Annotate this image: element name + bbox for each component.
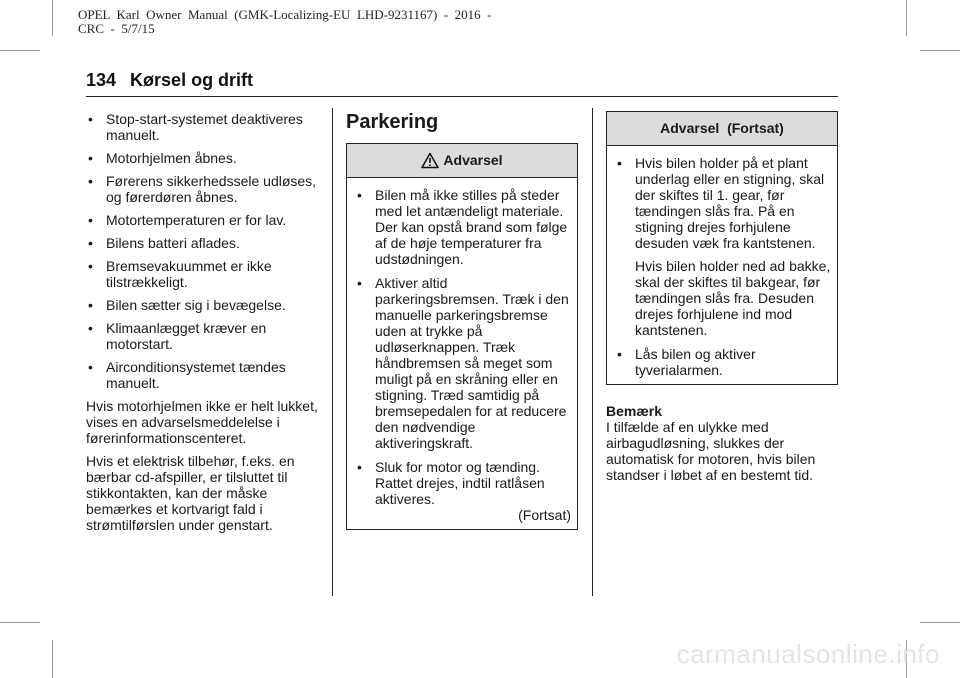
warning-triangle-icon <box>421 152 439 169</box>
crop-mark <box>0 622 40 623</box>
section-title: Parkering <box>346 111 439 133</box>
list-item-subpara: Hvis bilen holder ned ad bakke, skal der skiftes til bakgear, før tændingen slås fra. Desuden drejes forhjulene ind mod kantstenen. <box>635 258 831 338</box>
warning-body <box>347 178 577 529</box>
list-item: • Bilen må ikke stilles på steder med let antændeligt materiale. Der kan opstå brand som følge af de høje temperaturer fra udstødningen. <box>355 187 571 267</box>
condition-list <box>86 111 322 391</box>
running-header <box>78 8 492 36</box>
list-item <box>615 155 831 338</box>
paragraph: Hvis et elektrisk tilbehør, f.eks. en bærbar cd-afspiller, er tilsluttet til stikkontakten, kan der måske bemærkes et kortvarigt fald i strømtilførslen under genstart. <box>86 453 295 533</box>
list-item-text: • Hvis bilen holder på et plant underlag eller en stigning, skal der skiftes til 1. gear, før tændingen slås fra. På en stigning drejes forhjulene desuden væk fra kantstenen. <box>635 155 825 251</box>
running-header-line2: CRC - 5/7/15 <box>78 21 155 36</box>
warning-body <box>607 146 837 384</box>
page-header <box>86 70 838 91</box>
crop-mark <box>920 50 960 51</box>
column-2 <box>346 111 578 530</box>
note-title: Bemærk <box>606 403 663 419</box>
header-rule <box>86 96 838 97</box>
list-item: • Airconditionsystemet tændes manuelt. <box>86 359 322 391</box>
list-item: • Bremsevakuummet er ikke tilstrækkeligt. <box>86 258 322 290</box>
warning-box <box>346 143 578 530</box>
warning-title: Advarsel <box>443 152 503 168</box>
list-item: • Bilens batteri aflades. <box>86 235 322 251</box>
column-divider <box>592 108 593 596</box>
warning-header <box>607 112 837 146</box>
column-1 <box>86 111 322 540</box>
note-text: I tilfælde af en ulykke med airbagudløsning, slukkes der automatisk for motoren, hvis bilen standser i løbet af en bestemt tid. <box>606 419 816 483</box>
list-item: • Klimaanlægget kræver en motorstart. <box>86 320 322 352</box>
watermark: carmanualsonline.info <box>676 639 940 669</box>
list-item: • Motorhjelmen åbnes. <box>86 150 322 166</box>
warning-title: Advarsel (Fortsat) <box>660 120 784 136</box>
list-item: • Bilen sætter sig i bevægelse. <box>86 297 322 313</box>
list-item: • Sluk for motor og tænding. Rattet drejes, indtil ratlåsen aktiveres. <box>355 459 571 507</box>
crop-mark <box>52 0 53 36</box>
warning-box-continued <box>606 111 838 385</box>
running-header-line1: OPEL Karl Owner Manual (GMK-Localizing-EU LHD-9231167) - 2016 - <box>78 7 492 22</box>
crop-mark <box>906 0 907 36</box>
page-title: Kørsel og drift <box>130 70 254 90</box>
list-item: • Førerens sikkerhedssele udløses, og førerdøren åbnes. <box>86 173 322 205</box>
warning-header <box>347 144 577 178</box>
list-item: • Lås bilen og aktiver tyverialarmen. <box>615 346 831 378</box>
list-item: • Motortemperaturen er for lav. <box>86 212 322 228</box>
crop-mark <box>0 50 40 51</box>
crop-mark <box>920 622 960 623</box>
list-item: • Aktiver altid parkeringsbremsen. Træk i den manuelle parkeringsbremse uden at trykke på udløserknappen. Træk håndbremsen så meget som muligt på en skråning eller en stigning. Træd samtidig på bremsepedalen for at reducere den nødvendige aktiveringskraft. <box>355 275 571 451</box>
page-number: 134 <box>86 70 117 90</box>
column-3 <box>606 111 838 483</box>
list-item: • Stop-start-systemet deaktiveres manuelt. <box>86 111 322 143</box>
continued-label: (Fortsat) <box>518 507 571 523</box>
crop-mark <box>52 640 53 678</box>
paragraph: Hvis motorhjelmen ikke er helt lukket, vises en advarselsmeddelelse i førerinformationscenteret. <box>86 398 318 446</box>
column-divider <box>332 108 333 596</box>
